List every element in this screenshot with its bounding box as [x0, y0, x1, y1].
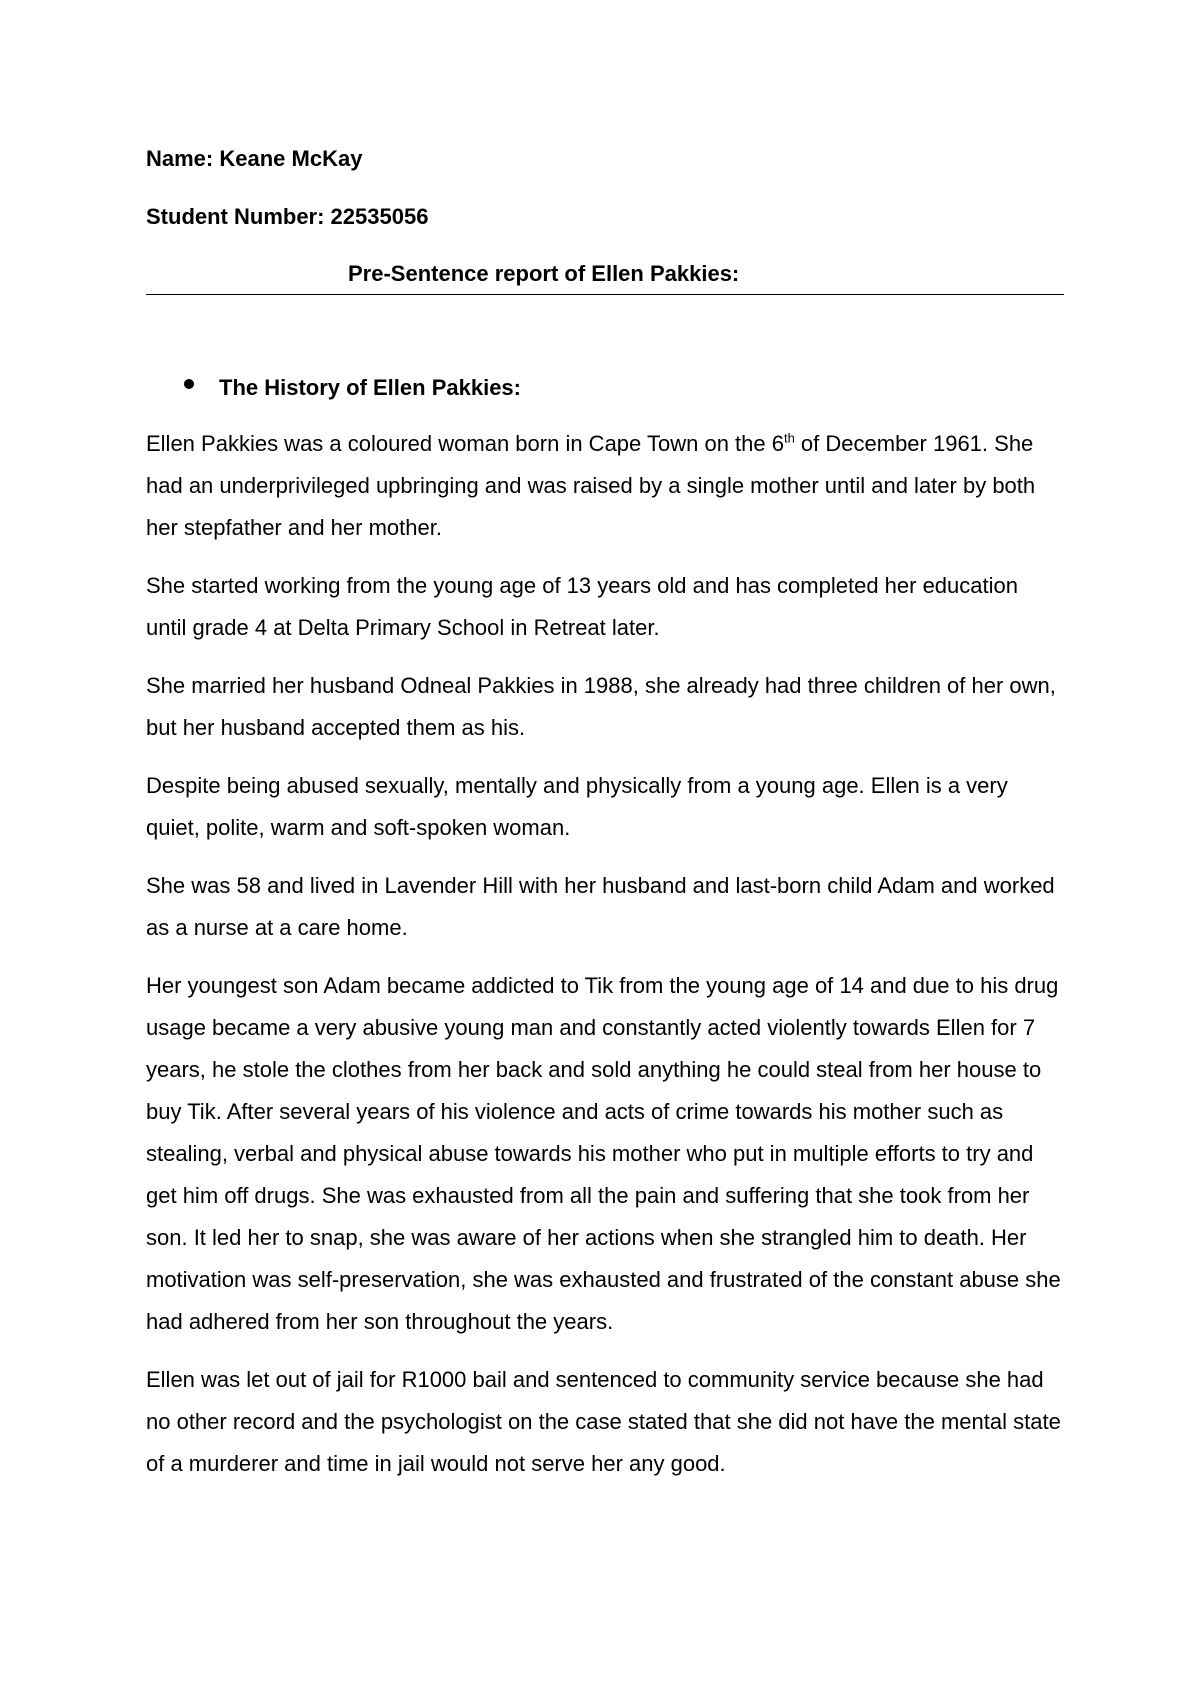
paragraph-birth-text-end: of December 1961. She had an underprivileged upbringing and was raised by a single mother until and later by both her stepfather and her mother. [146, 431, 1036, 540]
paragraph-birth-text-start: Ellen Pakkies was a coloured woman born in Cape Town on the 6 [146, 431, 784, 456]
report-title: Pre-Sentence report of Ellen Pakkies: [348, 261, 740, 286]
document-content [146, 138, 1064, 1501]
paragraph-marriage: She married her husband Odneal Pakkies in 1988, she already had three children of her own, but her husband accepted them as his. [146, 673, 1056, 740]
paragraph-character: Despite being abused sexually, mentally and physically from a young age. Ellen is a very quiet, polite, warm and soft-spoken woman. [146, 773, 1008, 840]
paragraph-birth [146, 423, 1064, 549]
ordinal-superscript: th [783, 430, 795, 446]
paragraph-son: Her youngest son Adam became addicted to Tik from the young age of 14 and due to his drug usage became a very abusive young man and constantly acted violently towards Ellen for 7 years, he stole the clothes from her back and sold anything he could steal from her house to buy Tik. After several years of his violence and acts of crime towards his mother such as stealing, verbal and physical abuse towards his mother who put in multiple efforts to try and get him off drugs. She was exhausted from all the pain and suffering that she took from her son. It led her to snap, she was aware of her actions when she strangled him to death. Her motivation was self-preservation, she was exhausted and frustrated of the constant abuse she had adhered from her son throughout the years. [146, 973, 1061, 1334]
student-number: Student Number: 22535056 [146, 204, 429, 229]
paragraph-sentence: Ellen was let out of jail for R1000 bail and sentenced to community service because she had no other record and the psychologist on the case stated that she did not have the mental state of a murderer and time in jail would not serve her any good. [146, 1367, 1061, 1476]
report-title-block [146, 254, 1064, 295]
bullet-icon [184, 379, 194, 389]
body-paragraphs [146, 423, 1064, 1485]
section-heading-text: The History of Ellen Pakkies: [219, 375, 521, 400]
paragraph-residence: She was 58 and lived in Lavender Hill with her husband and last-born child Adam and worked as a nurse at a care home. [146, 873, 1055, 940]
student-name: Name: Keane McKay [146, 146, 363, 171]
section-heading [146, 367, 1064, 409]
paragraph-work: She started working from the young age of 13 years old and has completed her education until grade 4 at Delta Primary School in Retreat later. [146, 573, 1018, 640]
